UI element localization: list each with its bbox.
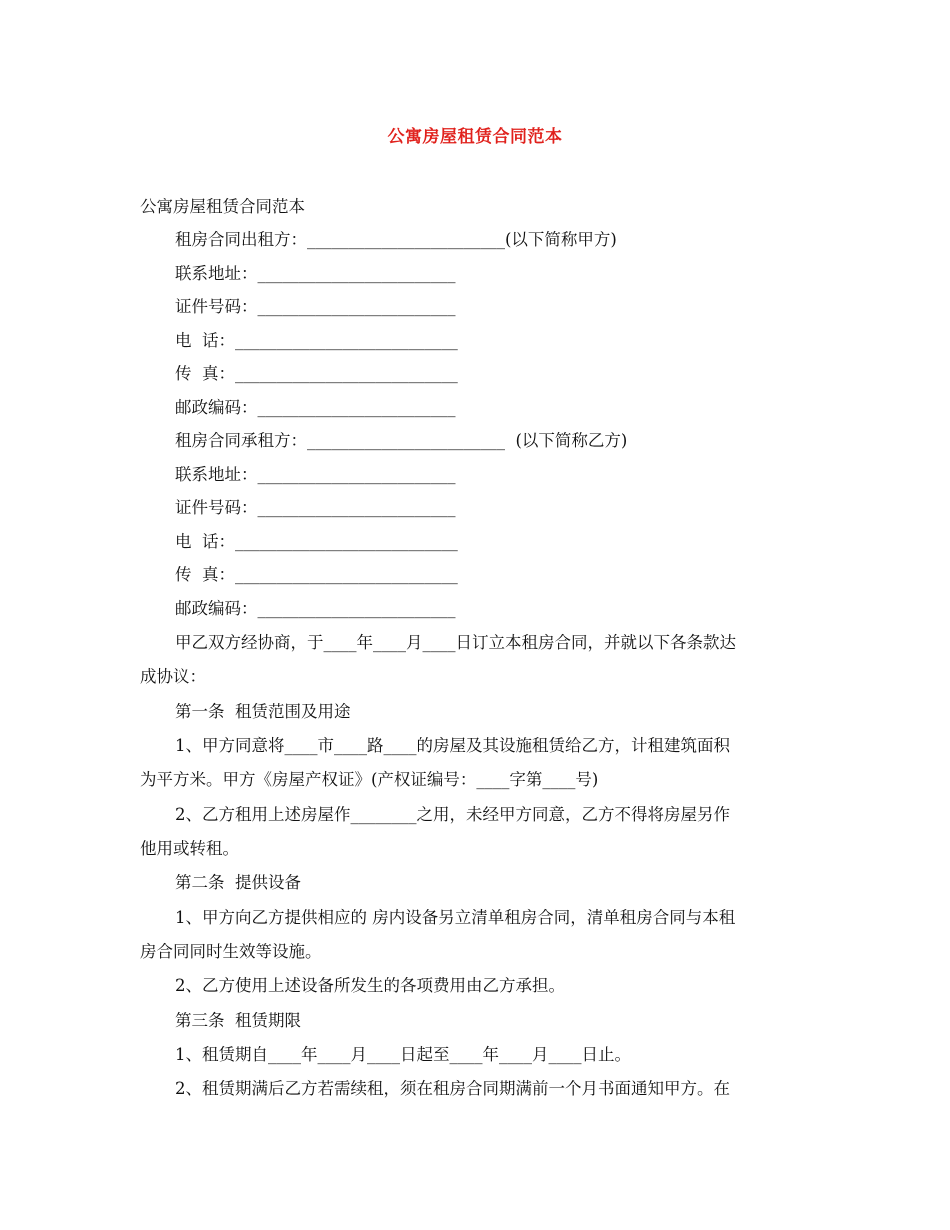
lessor-address-line: 联系地址：________________________ [175, 264, 456, 283]
article-3-clause-1: 1、租赁期自____年____月____日起至____年____月____日止。 [175, 1045, 631, 1064]
lessor-phone-line: 电 话：___________________________ [175, 331, 458, 350]
lessee-id-line: 证件号码：________________________ [175, 498, 456, 517]
article-1-heading: 第一条 租赁范围及用途 [175, 702, 351, 721]
article-3-heading: 第三条 租赁期限 [175, 1011, 301, 1030]
lessor-line: 租房合同出租方：________________________(以下简称甲方) [175, 230, 617, 249]
article-2-clause-1-cont: 房合同同时生效等设施。 [140, 942, 322, 961]
article-3-clause-2: 2、租赁期满后乙方若需续租，须在租房合同期满前一个月书面通知甲方。在 [175, 1079, 730, 1098]
article-2-clause-2: 2、乙方使用上述设备所发生的各项费用由乙方承担。 [175, 976, 565, 995]
article-2-clause-1: 1、甲方向乙方提供相应的 房内设备另立清单租房合同，清单租房合同与本租 [175, 908, 736, 927]
lessor-id-line: 证件号码：________________________ [175, 297, 456, 316]
agreement-paragraph: 甲乙双方经协商，于____年____月____日订立本租房合同，并就以下各条款达 [175, 633, 736, 652]
document-title: 公寓房屋租赁合同范本 [387, 127, 563, 147]
lessee-fax-line: 传 真：___________________________ [175, 565, 458, 584]
article-2-heading: 第二条 提供设备 [175, 873, 301, 892]
article-1-clause-1-cont: 为平方米。甲方《房屋产权证》(产权证编号：____字第____号) [140, 770, 599, 789]
article-1-clause-2-cont: 他用或转租。 [140, 839, 239, 858]
lessee-address-line: 联系地址：________________________ [175, 465, 456, 484]
agreement-paragraph-cont: 成协议： [140, 667, 206, 686]
lessee-phone-line: 电 话：___________________________ [175, 532, 458, 551]
doc-heading-line: 公寓房屋租赁合同范本 [140, 197, 305, 216]
lessee-line: 租房合同承租方：________________________ (以下简称乙方) [175, 431, 628, 450]
lessor-postcode-line: 邮政编码：________________________ [175, 398, 456, 417]
article-1-clause-1: 1、甲方同意将____市____路____的房屋及其设施租赁给乙方，计租建筑面积 [175, 736, 730, 755]
lessee-postcode-line: 邮政编码：________________________ [175, 599, 456, 618]
article-1-clause-2: 2、乙方租用上述房屋作________之用，未经甲方同意，乙方不得将房屋另作 [175, 805, 730, 824]
lessor-fax-line: 传 真：___________________________ [175, 364, 458, 383]
